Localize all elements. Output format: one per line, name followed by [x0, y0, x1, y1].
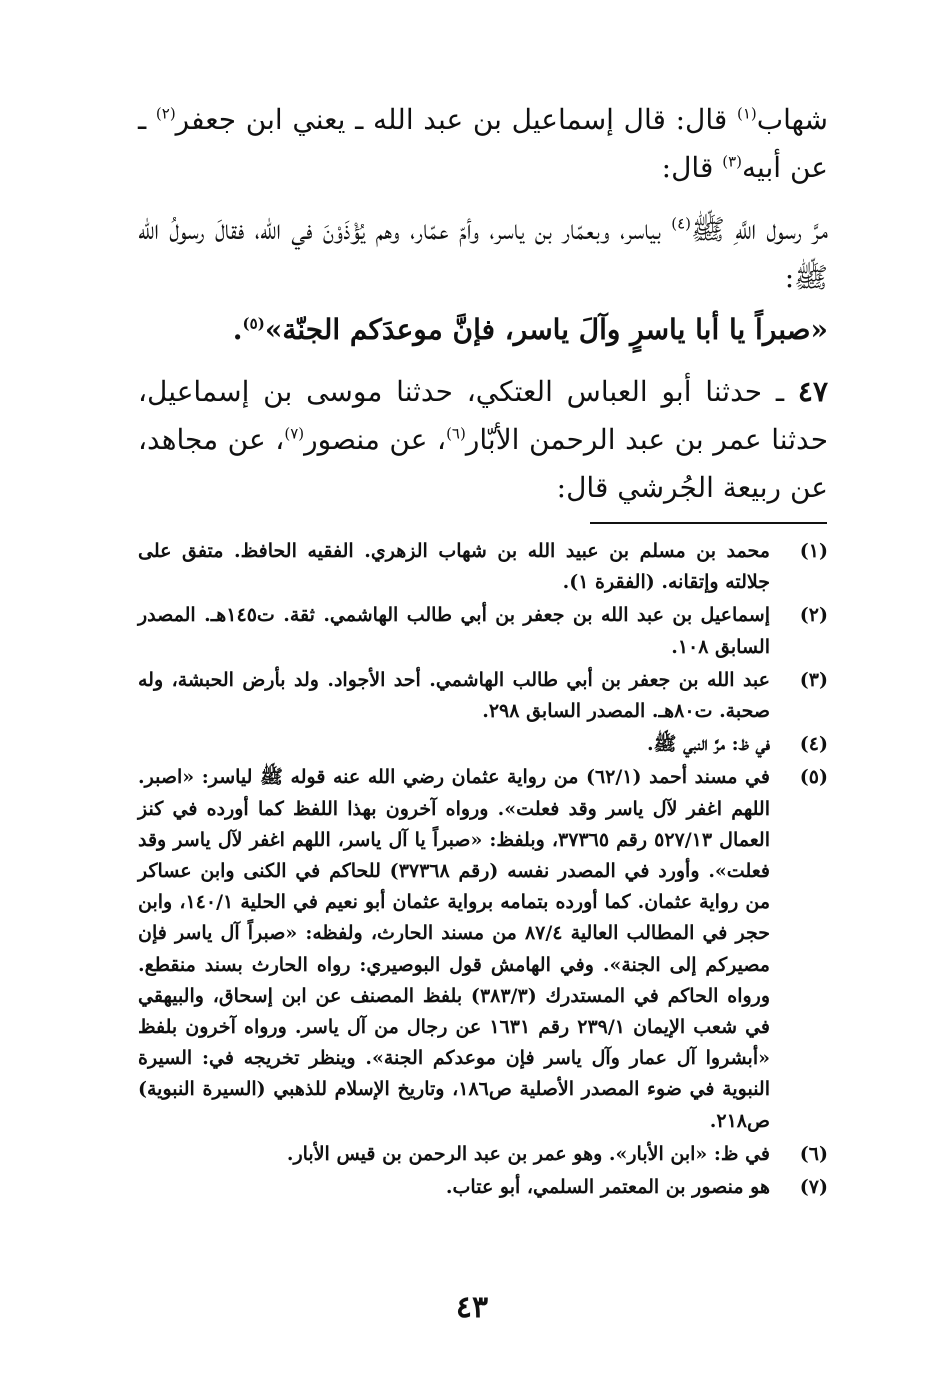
footnote-item — [138, 1172, 828, 1203]
footnote-separator — [590, 522, 827, 524]
text-run: ، عن مجاهد، عن ربيعة الجُرشي قال: — [138, 423, 828, 504]
footnote-number: (٣) — [799, 668, 828, 691]
text-run: . — [232, 313, 243, 346]
paragraph-narration — [138, 206, 828, 302]
footnote-item — [138, 1139, 828, 1170]
footnote-item — [138, 729, 828, 760]
footnote-ref-3[interactable]: (٣) — [722, 152, 743, 171]
footnote-ref-6[interactable]: (٦) — [446, 424, 466, 443]
footnote-text: في مسند أحمد (٦٢/١) من رواية عثمان رضي الله عنه قوله ﷺ لياسر: «اصبر. اللهم اغفر لآل ياسر وقد فعلت». ورواه آخرون بهذا اللفظ كما أورده في كنز العمال ٥٢٧/١٣ رقم ٣٧٣٦٥، وبلفظ: «صبراً يا آل ياسر، اللهم اغفر لآل ياسر وقد فعلت». وأورد في المصدر نفسه (رقم ٣٧٣٦٨) للحاكم في الكنى وابن عساكر من رواية عثمان. كما أورده بتمامه برواية عثمان أبو نعيم في الحلية ١٤٠/١، وابن حجر في المطالب العالية ٨٧/٤ من مسند الحارث، ولفظه: «صبراً آل ياسر فإن مصيركم إلى الجنة». وفي الهامش قول البوصيري: رواه الحارث بسند منقطع. ورواه الحاكم في المستدرك (٣٨٣/٣) بلفظ المصنف عن ابن إسحاق، والبيهقي في شعب الإيمان ٢٣٩/١ رقم ١٦٣١ عن رجال من آل ياسر. ورواه آخرون بلفظ «أبشروا آل عمار وآل ياسر فإن موعدكم الجنة». وينظر تخريجه في: السيرة النبوية في ضوء المصدر الأصلية ص١٨٦، وتاريخ الإسلام للذهبي (السيرة النبوية) ص٢١٨. — [138, 766, 771, 1132]
footnote-text: محمد بن مسلم بن عبيد الله بن شهاب الزهري. الفقيه الحافظ. متفق على جلالته وإتقانه. (الفقرة ١). — [138, 540, 770, 594]
text-run: ـ عن أبيه — [138, 103, 828, 184]
footnote-item — [138, 536, 828, 598]
hadith-number: ٤٧ — [797, 375, 828, 408]
footnote-ref-7[interactable]: (٧) — [284, 424, 305, 443]
footnote-text: عبد الله بن جعفر بن أبي طالب الهاشمي. أحد الأجواد. ولد بأرض الحبشة، وله صحبة. ت٨٠هـ. المصدر السابق ٢٩٨. — [138, 668, 770, 723]
footnote-number: (١) — [799, 540, 828, 562]
paragraph-isnad-1 — [138, 96, 828, 192]
paragraph-hadith-quote — [138, 306, 828, 354]
footnote-number: (٥) — [799, 766, 828, 789]
footnote-number: (٤) — [799, 733, 828, 756]
paragraph-hadith-47 — [138, 368, 828, 512]
text-run: ، عن منصور — [304, 423, 447, 456]
text-run: «صبراً يا أبا ياسرٍ وآلَ ياسر، فإنَّ موعدَكم الجنّة» — [264, 313, 828, 346]
footnotes — [138, 536, 828, 1205]
footnote-text: هو منصور بن المعتمر السلمي، أبو عتاب. — [445, 1176, 770, 1199]
footnote-ref-5[interactable]: (٥) — [242, 314, 265, 333]
page-number: ٤٣ — [455, 1290, 489, 1325]
text-run: ـ حدثنا أبو العباس العتكي، حدثنا موسى بن إسماعيل، حدثنا عمر بن عبد الرحمن الأبّار — [138, 375, 829, 456]
footnote-ref-2[interactable]: (٢) — [155, 104, 176, 123]
footnote-text: في ظ: «ابن الأبار». وهو عمر بن عبد الرحمن بن قيس الأبار. — [286, 1142, 770, 1165]
footnote-item — [138, 665, 828, 727]
text-run: قال: — [661, 151, 723, 184]
footnote-ref-1[interactable]: (١) — [736, 104, 757, 123]
text-run: قال: قال إسماعيل بن عبد الله ـ يعني ابن جعفر — [175, 103, 737, 136]
footnote-text: في ظ: مرَّ النبي ﷺ. — [646, 733, 770, 756]
footnote-number: (٦) — [799, 1142, 828, 1165]
footnote-item — [138, 762, 828, 1136]
footnote-number: (٧) — [799, 1176, 828, 1199]
text-run: مرَّ رسول اللَّهِ ﷺ — [691, 213, 828, 246]
footnote-ref-4[interactable]: (٤) — [671, 214, 692, 233]
text-run: شهاب — [756, 103, 828, 136]
footnote-number: (٢) — [799, 604, 828, 627]
main-text — [138, 96, 828, 512]
footnote-text: إسماعيل بن عبد الله بن جعفر بن أبي طالب الهاشمي. ثقة. ت١٤٥هـ. المصدر السابق ١٠٨. — [138, 604, 770, 658]
footnote-item — [138, 600, 828, 662]
text-run: بياسر، وبعمّار بن ياسر، وأمّ عمّار، وهم يُؤْذَوْنَ في الله، فقالَ رسولُ الله ﷺ: — [138, 213, 828, 294]
